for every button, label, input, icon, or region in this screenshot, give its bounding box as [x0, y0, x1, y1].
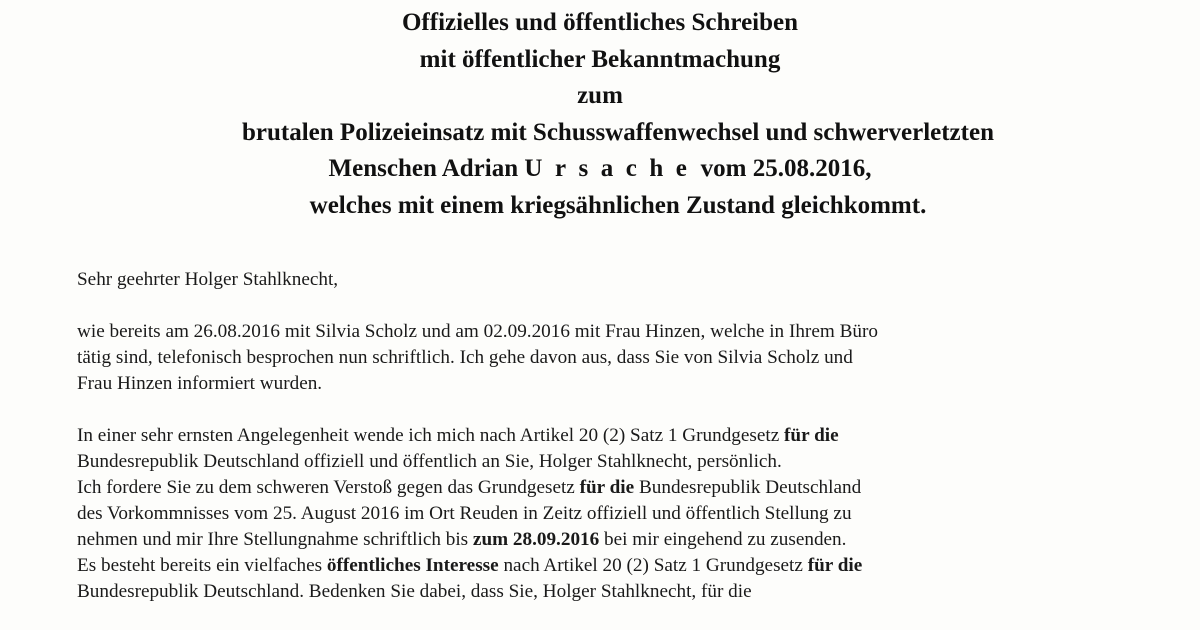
bold-text-run: für die [807, 555, 863, 576]
bold-deadline: zum 28.09.2016 [472, 529, 600, 550]
title-line-5-prefix: Menschen Adrian [328, 155, 525, 182]
letter-body [77, 267, 1187, 605]
title-line-2: mit öffentlicher Bekanntmachung [419, 45, 781, 73]
salutation: Sehr geehrter Holger Stahlknecht, [77, 269, 339, 290]
text-run: nehmen und mir Ihre Stellungnahme schriftlich bis [77, 529, 473, 550]
text-run: Bundesrepublik Deutschland [634, 477, 862, 498]
paragraph-2-line-5 [77, 527, 1187, 553]
letter-title [0, 5, 1200, 224]
paragraph-2-line-6 [77, 553, 1187, 579]
text-run: bei mir eingehend zu zusenden. [599, 529, 847, 550]
paragraph-1-line-1: wie bereits am 26.08.2016 mit Silvia Scholz und am 02.09.2016 mit Frau Hinzen, welche in Ihrem Büro [77, 321, 878, 342]
paragraph-1-line-3: Frau Hinzen informiert wurden. [77, 373, 323, 394]
paragraph-2-line-7: Bundesrepublik Deutschland. Bedenken Sie dabei, dass Sie, Holger Stahlknecht, für die [77, 581, 752, 602]
paragraph-1-line-2: tätig sind, telefonisch besprochen nun schriftlich. Ich gehe davon aus, dass Sie von Silvia Scholz und [77, 347, 853, 368]
paragraph-gap [77, 293, 1187, 319]
title-line-6: welches mit einem kriegsähnlichen Zustand gleichkommt. [309, 191, 927, 219]
paragraph-2-line-4: des Vorkommnisses vom 25. August 2016 im Ort Reuden in Zeitz offiziell und öffentlich Stellung zu [77, 503, 852, 524]
paragraph-2-line-3 [77, 475, 1187, 501]
title-line-5 [0, 151, 1200, 188]
text-run: Es besteht bereits ein vielfaches [77, 555, 327, 576]
paragraph-2-line-2: Bundesrepublik Deutschland offiziell und öffentlich an Sie, Holger Stahlknecht, persönlich. [77, 451, 782, 472]
bold-text-run: öffentliches Interesse [326, 555, 499, 576]
text-run: nach Artikel 20 (2) Satz 1 Grundgesetz [498, 555, 808, 576]
title-line-5-suffix: vom 25.08.2016, [694, 155, 872, 182]
text-run: Ich fordere Sie zu dem schweren Verstoß gegen das Grundgesetz [77, 477, 580, 498]
title-line-1: Offizielles und öffentliches Schreiben [401, 9, 799, 36]
title-line-3: zum [577, 82, 623, 109]
paragraph-gap [77, 397, 1187, 423]
bold-text-run: für die [579, 477, 635, 498]
paragraph-2-line-1 [77, 423, 1187, 449]
bold-text-run: für die [784, 425, 839, 446]
text-run: In einer sehr ernsten Angelegenheit wende ich mich nach Artikel 20 (2) Satz 1 Grundgesetz [77, 425, 785, 446]
spaced-surname: Ursache [524, 155, 700, 182]
title-line-4: brutalen Polizeieinsatz mit Schusswaffenwechsel und schwerverletzten [242, 118, 994, 146]
